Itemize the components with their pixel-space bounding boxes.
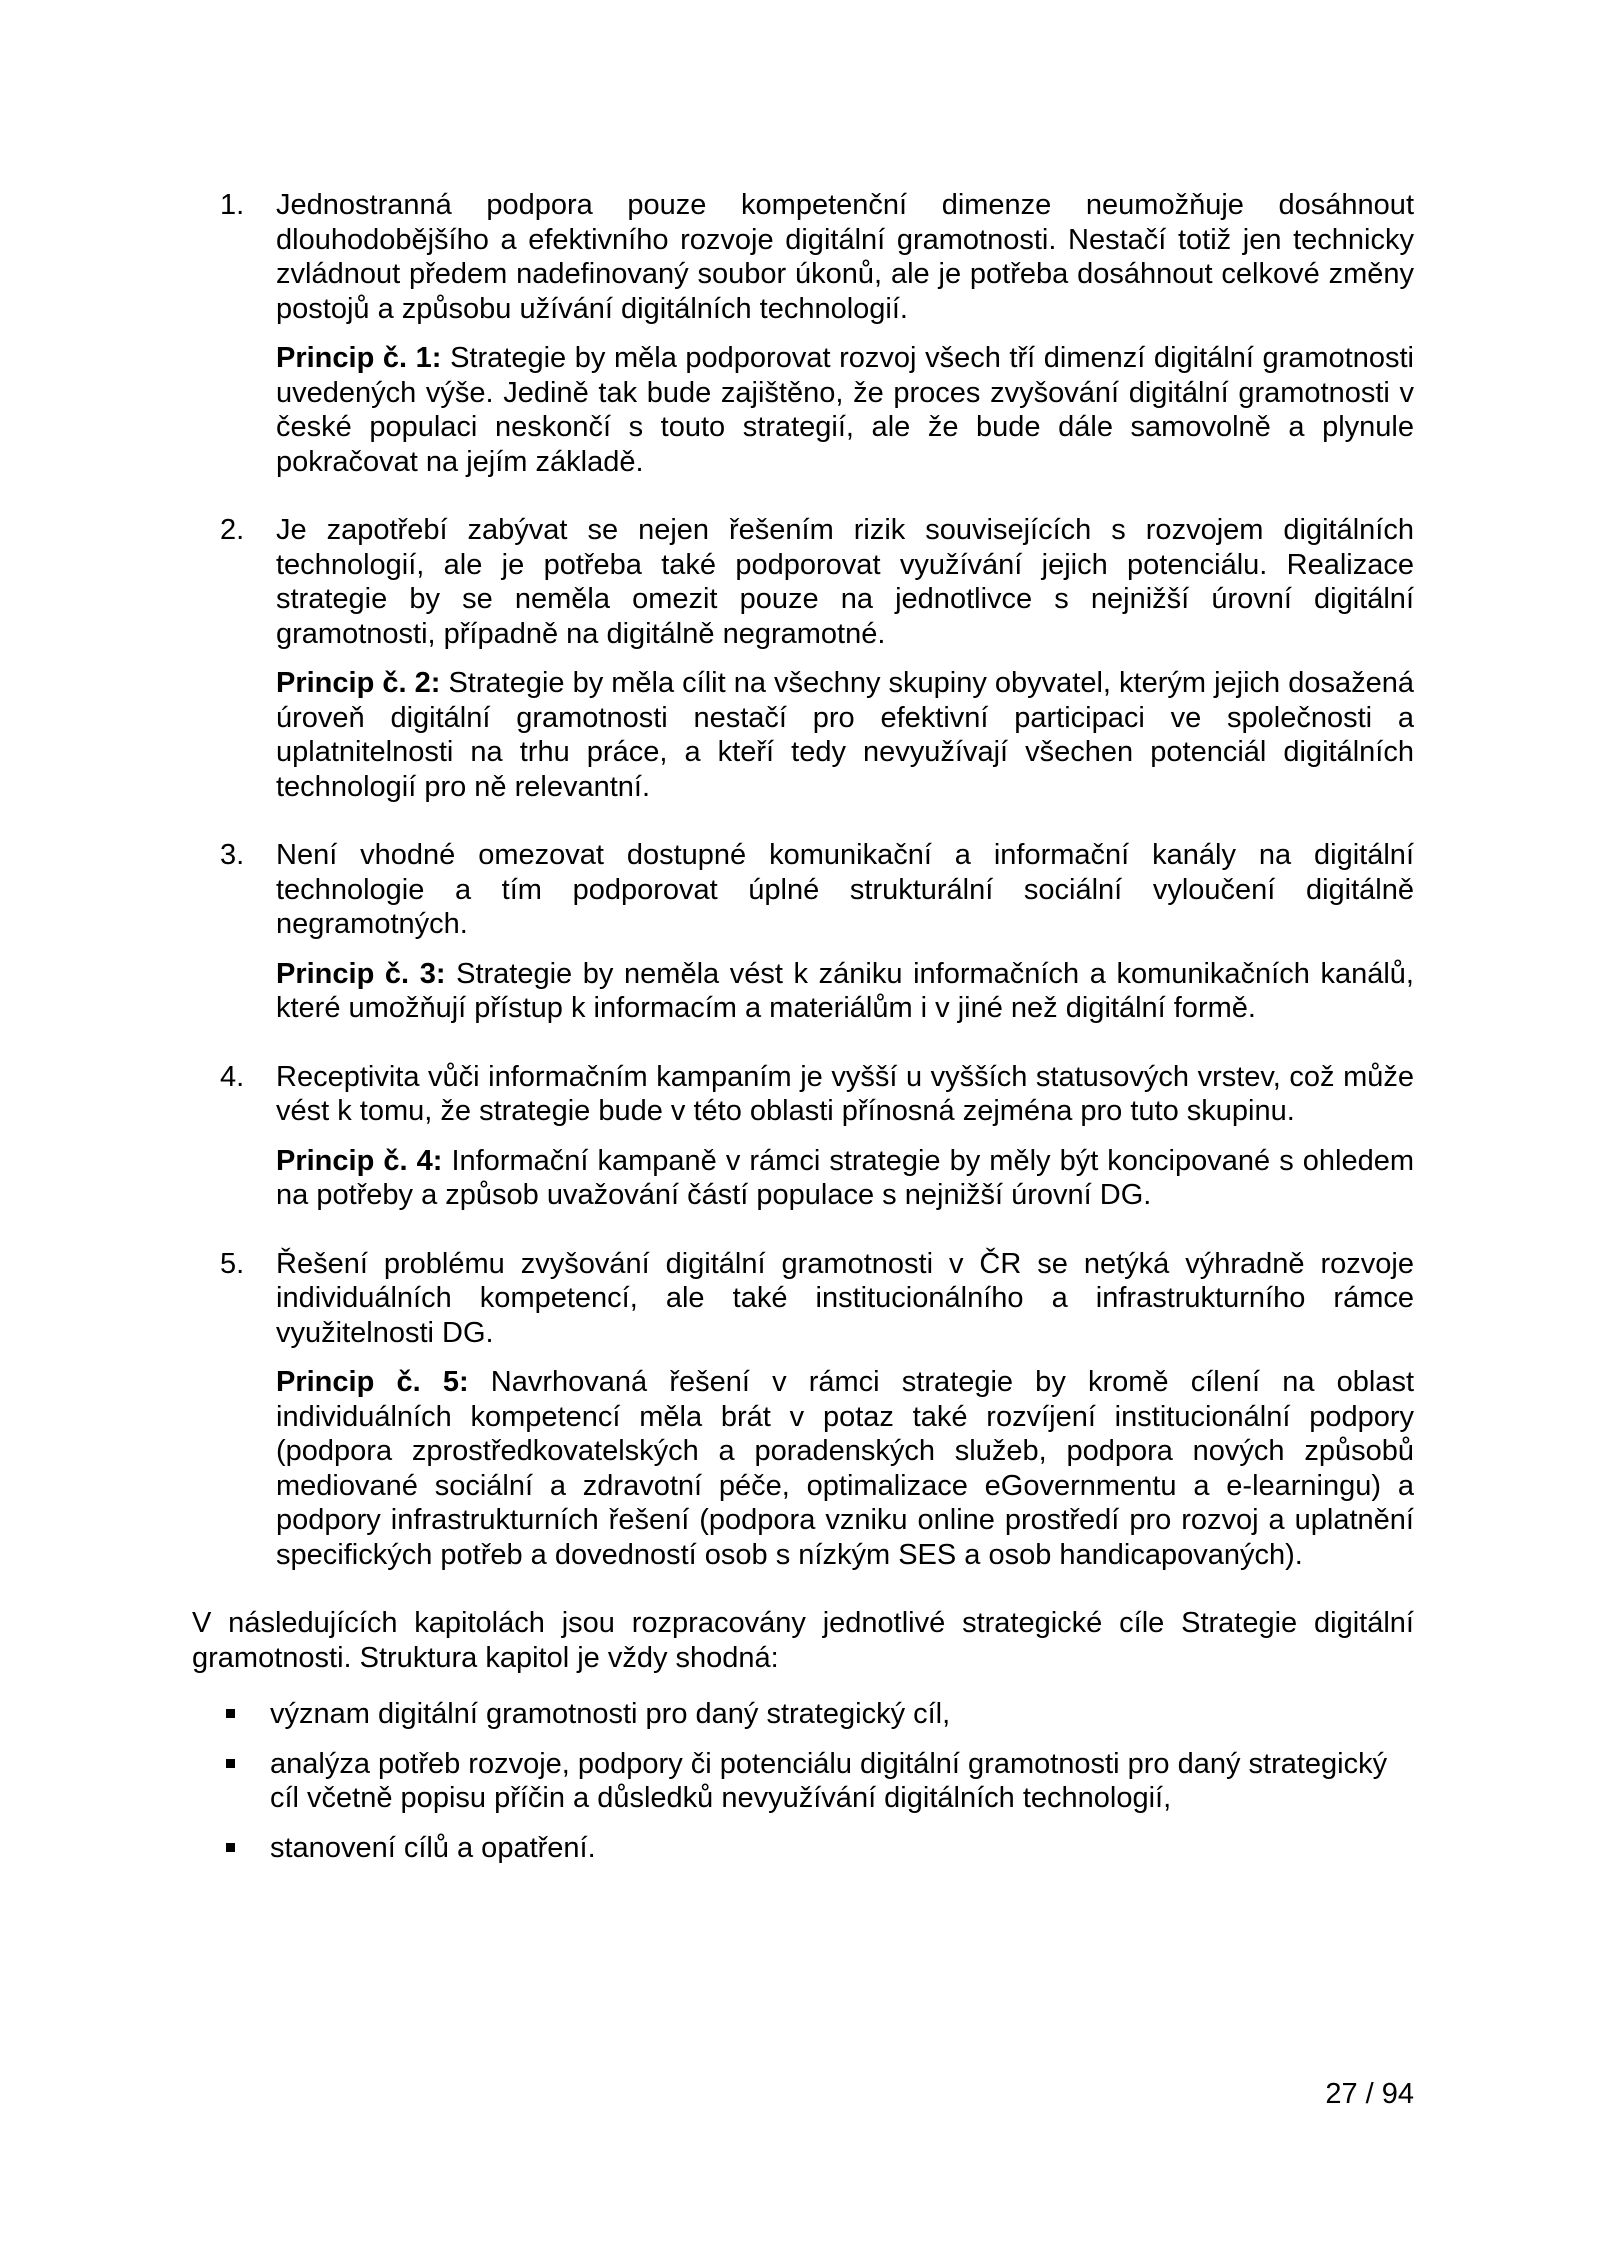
- principle-text: Strategie by měla cílit na všechny skupiny obyvatel, kterým jejich dosažená úroveň digitální gramotnosti nestačí pro efektivní participaci ve společnosti a uplatnitelnosti na trhu práce, a kteří tedy nevyužívají všechen potenciál digitálních technologií pro ně relevantní.: [276, 667, 1414, 803]
- item-statement: Je zapotřebí zabývat se nejen řešením rizik souvisejících s rozvojem digitálních technologií, ale je potřeba také podporovat využívání jejich potenciálu. Realizace strategie by se neměla omezit pouze na jednotlivce s nejnižší úrovní digitální gramotnosti, případně na digitálně negramotné.: [276, 514, 1414, 650]
- item-number: 1.: [220, 189, 245, 221]
- list-item: [192, 1247, 1414, 1573]
- principle-label: Princip č. 1:: [276, 342, 442, 374]
- chapters-intro-paragraph: V následujících kapitolách jsou rozpracovány jednotlivé strategické cíle Strategie digitální gramotnosti. Struktura kapitol je vždy shodná:: [192, 1607, 1414, 1674]
- item-number: 4.: [220, 1060, 245, 1093]
- list-item: [192, 1747, 1414, 1816]
- bullet-text: stanovení cílů a opatření.: [270, 1831, 596, 1864]
- bullet-text: význam digitální gramotnosti pro daný strategický cíl,: [270, 1698, 951, 1730]
- item-statement: Jednostranná podpora pouze kompetenční dimenze neumožňuje dosáhnout dlouhodobějšího a efektivního rozvoje digitální gramotnosti. Nestačí totiž jen technicky zvládnout předem nadefinovaný soubor úkonů, ale je potřeba dosáhnout celkové změny postojů a způsobu užívání digitálních technologií.: [276, 189, 1414, 325]
- bullet-text: analýza potřeb rozvoje, podpory či potenciálu digitální gramotnosti pro daný strategický cíl včetně popisu příčin a důsledků nevyužívání digitálních technologií,: [270, 1747, 1388, 1814]
- square-bullet-icon: [226, 1709, 235, 1718]
- item-statement: Receptivita vůči informačním kampaním je vyšší u vyšších statusových vrstev, což může vést k tomu, že strategie bude v této oblasti přínosná zejména pro tuto skupinu.: [276, 1060, 1414, 1127]
- square-bullet-icon: [226, 1759, 235, 1768]
- principle-paragraph: [276, 1144, 1414, 1213]
- principles-list: [192, 188, 1414, 1572]
- square-bullet-icon: [226, 1843, 235, 1852]
- principle-text: Strategie by neměla vést k zániku informačních a komunikačních kanálů, které umožňují přístup k informacím a materiálům i v jiné než digitální formě.: [276, 957, 1414, 1024]
- chapter-structure-list: [192, 1697, 1414, 1865]
- principle-label: Princip č. 4:: [276, 1144, 443, 1177]
- item-number: 2.: [220, 514, 245, 546]
- item-statement: Řešení problému zvyšování digitální gramotnosti v ČR se netýká výhradně rozvoje individuálních kompetencí, ale také institucionálního a infrastrukturního rámce využitelnosti DG.: [276, 1247, 1414, 1349]
- item-number: 5.: [220, 1247, 245, 1280]
- list-item: [192, 1831, 1414, 1866]
- principle-text: Strategie by měla podporovat rozvoj všech tří dimenzí digitální gramotnosti uvedených výše. Jedině tak bude zajištěno, že proces zvyšování digitální gramotnosti v české populaci neskončí s touto strategií, ale že bude dále samovolně a plynule pokračovat na jejím základě.: [276, 342, 1414, 478]
- principle-label: Princip č. 3:: [276, 957, 446, 990]
- principle-paragraph: [276, 1365, 1414, 1572]
- item-statement: Není vhodné omezovat dostupné komunikační a informační kanály na digitální technologie a tím podporovat úplné strukturální sociální vyloučení digitálně negramotných.: [276, 839, 1414, 940]
- principle-paragraph: [276, 341, 1414, 479]
- principle-label: Princip č. 5:: [276, 1366, 469, 1398]
- list-item: [192, 1697, 1414, 1732]
- list-item: [192, 1060, 1414, 1213]
- list-item: [192, 188, 1414, 479]
- principle-label: Princip č. 2:: [276, 667, 441, 699]
- principle-paragraph: [276, 666, 1414, 804]
- list-item: [192, 513, 1414, 804]
- principle-text: Navrhovaná řešení v rámci strategie by kromě cílení na oblast individuálních kompetencí měla brát v potaz také rozvíjení institucionální podpory (podpora zprostředkovatelských a poradenských služeb, podpora nových způsobů mediované sociální a zdravotní péče, optimalizace eGovernmentu a e-learningu) a podpory infrastrukturních řešení (podpora vzniku online prostředí pro rozvoj a uplatnění specifických potřeb a dovedností osob s nízkým SES a osob handicapovaných).: [276, 1366, 1414, 1571]
- list-item: [192, 838, 1414, 1026]
- page-number: 27 / 94: [1325, 2078, 1414, 2110]
- principle-paragraph: [276, 957, 1414, 1026]
- item-number: 3.: [220, 839, 245, 871]
- principle-text: Informační kampaně v rámci strategie by měly být koncipované s ohledem na potřeby a způsob uvažování částí populace s nejnižší úrovní DG.: [276, 1144, 1414, 1211]
- page-content: [192, 188, 1414, 1880]
